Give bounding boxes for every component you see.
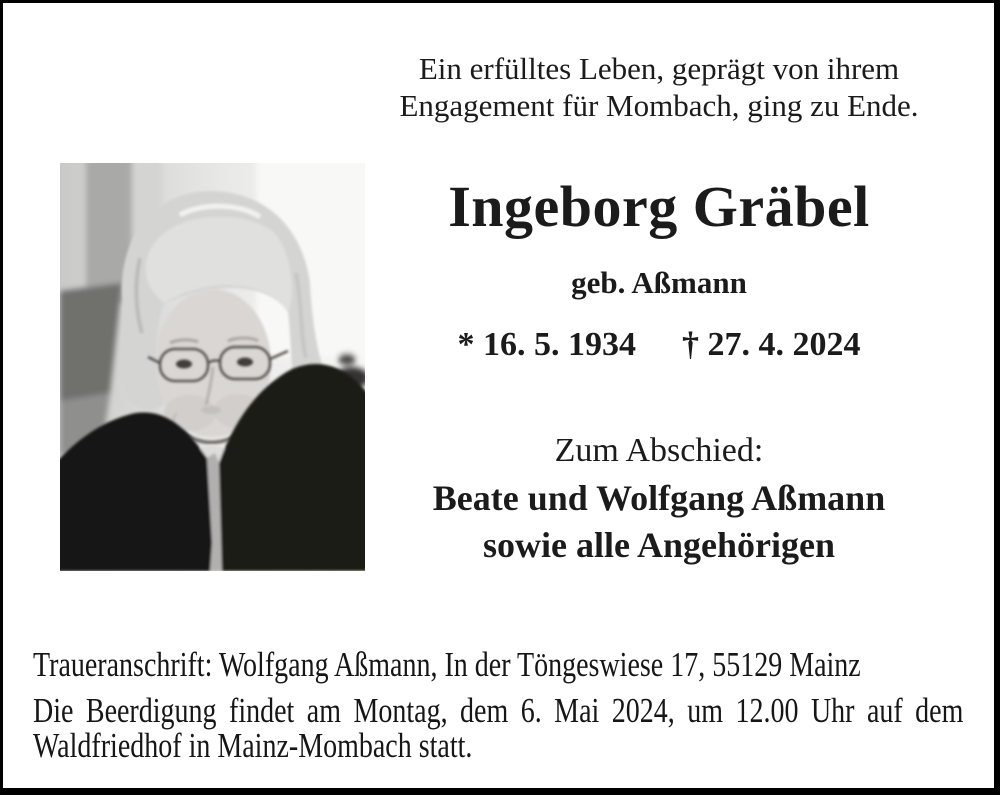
mourning-address-line: Traueranschrift: Wolfgang Aßmann, In der Töngeswiese 17, 55129 Mainz — [33, 645, 861, 684]
funeral-info — [33, 693, 963, 763]
intro-line-2: Engagement für Mombach, ging zu Ende. — [399, 88, 919, 123]
maiden-name: geb. Aßmann — [571, 265, 747, 300]
mourners-line-2: sowie alle Angehörigen — [483, 525, 835, 565]
birth-date: * 16. 5. 1934 — [457, 326, 636, 363]
deceased-name: Ingeborg Gräbel — [448, 174, 870, 239]
life-dates — [391, 328, 927, 362]
farewell-heading: Zum Abschied: — [554, 432, 764, 469]
portrait-photo — [60, 163, 365, 571]
portrait-photo-svg — [60, 163, 365, 571]
death-date: † 27. 4. 2024 — [682, 326, 861, 363]
mourners-line-1: Beate und Wolfgang Aßmann — [432, 478, 886, 518]
intro-line-1: Ein erfülltes Leben, geprägt von ihrem — [418, 51, 900, 86]
funeral-line-2: Waldfriedhof in Mainz-Mombach statt. — [33, 726, 473, 765]
intro-text — [391, 50, 927, 124]
funeral-line-1: Die Beerdigung findet am Montag, dem 6. Mai 2024, um 12.00 Uhr auf dem — [33, 691, 964, 730]
